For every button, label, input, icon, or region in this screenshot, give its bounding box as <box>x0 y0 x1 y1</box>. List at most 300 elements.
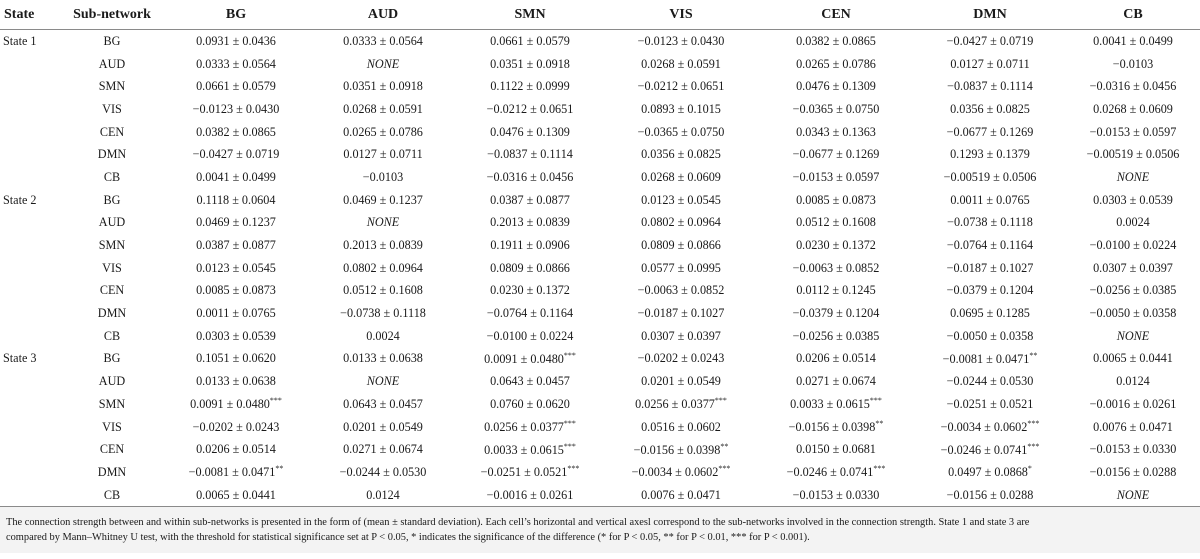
table-row <box>0 325 1200 348</box>
sub-network-label: CEN <box>99 442 125 457</box>
cell-value: −0.0379 ± 0.1204 <box>792 306 880 321</box>
table-cell <box>914 143 1066 166</box>
significance-marker: *** <box>563 441 576 451</box>
state-label <box>0 438 62 461</box>
table-cell <box>162 302 310 325</box>
cell-value: 0.0382 ± 0.0865 <box>796 33 876 48</box>
table-cell <box>162 53 310 76</box>
cell-value: 0.0760 ± 0.0620 <box>490 396 570 411</box>
table-cell <box>456 143 604 166</box>
state-label: State 3 <box>3 351 37 366</box>
table-cell <box>914 280 1066 303</box>
cell-value: 0.0351 ± 0.0918 <box>490 56 570 71</box>
table-cell <box>604 166 758 189</box>
table-cell <box>1066 166 1200 189</box>
table-cell <box>310 325 456 348</box>
cell-value: −0.00519 ± 0.0506 <box>1086 147 1180 162</box>
table-cell <box>1066 438 1200 461</box>
table-cell <box>456 53 604 76</box>
significance-marker: *** <box>563 350 576 360</box>
table-cell <box>1066 121 1200 144</box>
cell-value: −0.0016 ± 0.0261 <box>486 487 574 502</box>
table-cell <box>604 393 758 416</box>
significance-marker: *** <box>873 464 886 474</box>
table-cell <box>162 30 310 53</box>
cell-value: −0.0256 ± 0.0385 <box>792 328 880 343</box>
table-cell <box>310 438 456 461</box>
table-cell <box>1066 484 1200 507</box>
cell-value: 0.0802 ± 0.0964 <box>343 260 423 275</box>
cell-value: 0.0577 ± 0.0995 <box>641 260 721 275</box>
cell-value: 0.0268 ± 0.0591 <box>641 56 721 71</box>
cell-value: 0.0643 ± 0.0457 <box>343 396 423 411</box>
cell-value: −0.0063 ± 0.0852 <box>637 283 725 298</box>
table-cell <box>162 143 310 166</box>
cell-value: 0.0643 ± 0.0457 <box>490 374 570 389</box>
cell-value: 0.0065 ± 0.0441 <box>1093 351 1173 366</box>
cell-value: 0.0512 ± 0.1608 <box>796 215 876 230</box>
table-cell <box>456 325 604 348</box>
table-cell <box>758 75 914 98</box>
table-cell <box>162 75 310 98</box>
table-cell <box>310 370 456 393</box>
cell-value: −0.0246 ± 0.0741 <box>940 442 1028 457</box>
table-cell <box>162 98 310 121</box>
table-cell <box>162 212 310 235</box>
cell-value: −0.0738 ± 0.1118 <box>340 306 426 321</box>
cell-value: 0.0024 <box>366 328 400 343</box>
cell-value: −0.0244 ± 0.0530 <box>946 374 1034 389</box>
table-cell <box>758 393 914 416</box>
significance-marker: ** <box>720 441 729 451</box>
table-cell <box>456 212 604 235</box>
table-cell <box>456 348 604 371</box>
sub-network-label: AUD <box>98 374 126 389</box>
table-cell <box>914 393 1066 416</box>
cell-value: 0.0201 ± 0.0549 <box>641 374 721 389</box>
table-body <box>0 30 1200 507</box>
table-cell <box>456 189 604 212</box>
cell-value: 0.0024 <box>1116 215 1150 230</box>
sub-network-label: BG <box>103 33 121 48</box>
table-cell <box>758 53 914 76</box>
cell-value: −0.0379 ± 0.1204 <box>946 283 1034 298</box>
cell-value: −0.0251 ± 0.0521 <box>946 396 1034 411</box>
table-cell <box>604 325 758 348</box>
cell-value: −0.0365 ± 0.0750 <box>792 101 880 116</box>
cell-value: −0.0365 ± 0.0750 <box>637 124 725 139</box>
cell-value: 0.0343 ± 0.1363 <box>796 124 876 139</box>
sub-network-label: CB <box>103 487 121 502</box>
table-cell <box>914 98 1066 121</box>
table-cell <box>604 257 758 280</box>
table-cell <box>604 461 758 484</box>
footnote-line-2: compared by Mann–Whitney U test, with the threshold for statistical significance set at P < 0.05, * indicates the significance of the difference (* for P < 0.05, ** for P < 0.01, *** for P < 0.001). <box>6 532 810 544</box>
cell-value: −0.00519 ± 0.0506 <box>943 169 1037 184</box>
table-cell <box>914 257 1066 280</box>
table-cell <box>1066 234 1200 257</box>
cell-value: −0.0764 ± 0.1164 <box>486 306 574 321</box>
cell-value: 0.0065 ± 0.0441 <box>196 487 276 502</box>
significance-marker: *** <box>1027 419 1040 429</box>
cell-value: 0.0133 ± 0.0638 <box>343 351 423 366</box>
cell-value: 0.0931 ± 0.0436 <box>196 33 276 48</box>
cell-value: −0.0202 ± 0.0243 <box>192 419 280 434</box>
cell-value: −0.0244 ± 0.0530 <box>339 464 427 479</box>
cell-value: 0.0206 ± 0.0514 <box>196 442 276 457</box>
significance-marker: *** <box>567 464 580 474</box>
table-cell <box>456 438 604 461</box>
table-cell <box>1066 280 1200 303</box>
table-cell <box>162 280 310 303</box>
significance-marker: ** <box>1029 350 1038 360</box>
cell-value: 0.0268 ± 0.0591 <box>343 101 423 116</box>
table-cell <box>604 348 758 371</box>
significance-marker: * <box>1027 464 1032 474</box>
table-cell <box>456 98 604 121</box>
table-cell <box>758 257 914 280</box>
cell-value: 0.0127 ± 0.0711 <box>950 56 1030 71</box>
table-cell <box>1066 98 1200 121</box>
table-cell <box>604 438 758 461</box>
table-cell <box>914 370 1066 393</box>
cell-value: −0.0034 ± 0.0602 <box>940 420 1028 435</box>
table-cell <box>310 280 456 303</box>
table-cell <box>310 75 456 98</box>
cell-value: 0.0085 ± 0.0873 <box>196 283 276 298</box>
cell-value: −0.0100 ± 0.0224 <box>1089 238 1177 253</box>
cell-value: 0.1293 ± 0.1379 <box>950 147 1030 162</box>
sub-network-label: AUD <box>98 215 126 230</box>
table-cell <box>1066 461 1200 484</box>
table-cell <box>914 189 1066 212</box>
table-row <box>0 53 1200 76</box>
table-cell <box>758 212 914 235</box>
cell-value: 0.1911 ± 0.0906 <box>490 238 570 253</box>
table-cell <box>1066 189 1200 212</box>
table-cell <box>310 257 456 280</box>
table-cell <box>604 234 758 257</box>
table-cell <box>162 348 310 371</box>
table-cell <box>1066 212 1200 235</box>
table-cell <box>162 257 310 280</box>
table-cell <box>758 98 914 121</box>
cell-value: −0.0156 ± 0.0288 <box>946 487 1034 502</box>
sub-network-label: SMN <box>98 238 126 253</box>
table-cell <box>604 302 758 325</box>
cell-value: −0.0187 ± 0.1027 <box>946 260 1034 275</box>
cell-value: −0.0153 ± 0.0330 <box>1089 442 1177 457</box>
table-cell <box>162 461 310 484</box>
cell-value: −0.0316 ± 0.0456 <box>486 169 574 184</box>
cell-value: 0.0382 ± 0.0865 <box>196 124 276 139</box>
table-cell <box>914 53 1066 76</box>
table-cell <box>162 189 310 212</box>
table-cell <box>162 484 310 507</box>
table-cell <box>1066 257 1200 280</box>
table-row <box>0 348 1200 371</box>
cell-value: 0.0351 ± 0.0918 <box>343 79 423 94</box>
table-cell <box>914 438 1066 461</box>
table-cell <box>310 98 456 121</box>
table-row <box>0 484 1200 507</box>
table-cell <box>162 166 310 189</box>
cell-value: 0.0356 ± 0.0825 <box>641 147 721 162</box>
sub-network-label: SMN <box>98 79 126 94</box>
table-cell <box>456 234 604 257</box>
table-cell <box>310 121 456 144</box>
cell-value: −0.0123 ± 0.0430 <box>192 101 280 116</box>
sub-network-label: DMN <box>97 306 127 321</box>
table-cell <box>310 416 456 439</box>
column-header-sub-network: Sub-network <box>73 6 151 22</box>
cell-value: 0.0265 ± 0.0786 <box>796 56 876 71</box>
table-cell <box>758 234 914 257</box>
sub-network-label: BG <box>103 192 121 207</box>
state-label <box>0 370 62 393</box>
column-header-state: State <box>4 6 35 22</box>
state-label <box>0 75 62 98</box>
column-header-cb: CB <box>1123 6 1143 22</box>
state-label <box>0 393 62 416</box>
table-cell <box>162 393 310 416</box>
table-cell <box>604 98 758 121</box>
cell-value: −0.0256 ± 0.0385 <box>1089 283 1177 298</box>
table-row <box>0 234 1200 257</box>
column-header-vis: VIS <box>669 6 693 22</box>
table-row <box>0 143 1200 166</box>
table-header-row <box>0 0 1200 30</box>
table-row <box>0 257 1200 280</box>
cell-value: −0.0837 ± 0.1114 <box>947 79 1033 94</box>
cell-value: 0.0809 ± 0.0866 <box>490 260 570 275</box>
table-cell <box>914 75 1066 98</box>
cell-value: NONE <box>1116 169 1150 184</box>
significance-marker: *** <box>563 419 576 429</box>
cell-value: 0.0011 ± 0.0765 <box>196 306 276 321</box>
table-row <box>0 212 1200 235</box>
cell-value: −0.0156 ± 0.0398 <box>788 420 876 435</box>
table-cell <box>604 189 758 212</box>
cell-value: 0.0307 ± 0.0397 <box>641 328 721 343</box>
significance-marker: *** <box>714 396 727 406</box>
table-cell <box>914 484 1066 507</box>
table-cell <box>914 234 1066 257</box>
table-row <box>0 189 1200 212</box>
table-cell <box>456 166 604 189</box>
cell-value: −0.0677 ± 0.1269 <box>946 124 1034 139</box>
cell-value: 0.0123 ± 0.0545 <box>196 260 276 275</box>
cell-value: −0.0677 ± 0.1269 <box>792 147 880 162</box>
table-cell <box>758 166 914 189</box>
table-row <box>0 280 1200 303</box>
table-row <box>0 166 1200 189</box>
cell-value: 0.0091 ± 0.0480 <box>190 397 270 412</box>
table-cell <box>456 393 604 416</box>
sub-network-label: CEN <box>99 124 125 139</box>
table-cell <box>758 484 914 507</box>
cell-value: NONE <box>366 215 400 230</box>
table-cell <box>604 121 758 144</box>
cell-value: −0.0034 ± 0.0602 <box>631 465 719 480</box>
table-cell <box>456 302 604 325</box>
table-footnote <box>0 506 1200 553</box>
cell-value: 0.1118 ± 0.0604 <box>196 192 276 207</box>
table-cell <box>456 75 604 98</box>
cell-value: −0.0063 ± 0.0852 <box>792 260 880 275</box>
table-row <box>0 30 1200 53</box>
cell-value: 0.0333 ± 0.0564 <box>196 56 276 71</box>
table-cell <box>914 461 1066 484</box>
cell-value: −0.0123 ± 0.0430 <box>637 33 725 48</box>
cell-value: 0.0303 ± 0.0539 <box>1093 192 1173 207</box>
table-cell <box>914 348 1066 371</box>
table-cell <box>1066 75 1200 98</box>
table-cell <box>604 30 758 53</box>
table-cell <box>162 370 310 393</box>
state-label <box>0 257 62 280</box>
cell-value: NONE <box>1116 487 1150 502</box>
column-header-aud: AUD <box>367 6 399 22</box>
table-cell <box>1066 393 1200 416</box>
table-cell <box>310 234 456 257</box>
significance-marker: *** <box>718 464 731 474</box>
table-cell <box>758 121 914 144</box>
cell-value: 0.0041 ± 0.0499 <box>196 169 276 184</box>
cell-value: 0.2013 ± 0.0839 <box>490 215 570 230</box>
table-row <box>0 393 1200 416</box>
table-cell <box>604 53 758 76</box>
cell-value: −0.0837 ± 0.1114 <box>487 147 573 162</box>
table-cell <box>310 212 456 235</box>
cell-value: 0.0112 ± 0.1245 <box>796 283 876 298</box>
state-label <box>0 121 62 144</box>
state-label <box>0 53 62 76</box>
table-row <box>0 121 1200 144</box>
cell-value: −0.0764 ± 0.1164 <box>946 238 1034 253</box>
cell-value: 0.0271 ± 0.0674 <box>796 374 876 389</box>
cell-value: 0.0123 ± 0.0545 <box>641 192 721 207</box>
cell-value: −0.0251 ± 0.0521 <box>480 465 568 480</box>
cell-value: 0.0150 ± 0.0681 <box>796 442 876 457</box>
table-cell <box>310 484 456 507</box>
sub-network-label: DMN <box>97 464 127 479</box>
cell-value: 0.0516 ± 0.0602 <box>641 419 721 434</box>
table-cell <box>1066 325 1200 348</box>
table-cell <box>1066 370 1200 393</box>
table-cell <box>456 257 604 280</box>
cell-value: 0.0661 ± 0.0579 <box>490 33 570 48</box>
state-label: State 2 <box>3 192 37 207</box>
table-cell <box>758 280 914 303</box>
table-cell <box>456 30 604 53</box>
table-cell <box>456 121 604 144</box>
significance-marker: ** <box>275 464 284 474</box>
table-cell <box>758 438 914 461</box>
table-cell <box>162 325 310 348</box>
sub-network-label: VIS <box>102 419 122 434</box>
sub-network-label: CB <box>103 169 121 184</box>
table-cell <box>914 166 1066 189</box>
table-cell <box>758 302 914 325</box>
significance-marker: ** <box>875 419 884 429</box>
state-label <box>0 98 62 121</box>
cell-value: 0.0387 ± 0.0877 <box>490 192 570 207</box>
cell-value: NONE <box>1116 328 1150 343</box>
table-cell <box>456 416 604 439</box>
table-cell <box>604 370 758 393</box>
cell-value: 0.0091 ± 0.0480 <box>484 351 564 366</box>
table-row <box>0 461 1200 484</box>
table-cell <box>604 484 758 507</box>
table-row <box>0 416 1200 439</box>
cell-value: 0.0256 ± 0.0377 <box>484 420 564 435</box>
table-cell <box>604 212 758 235</box>
cell-value: 0.0127 ± 0.0711 <box>343 147 423 162</box>
column-header-smn: SMN <box>514 6 546 22</box>
cell-value: −0.0212 ± 0.0651 <box>486 101 574 116</box>
cell-value: 0.1122 ± 0.0999 <box>490 79 570 94</box>
table-cell <box>758 348 914 371</box>
cell-value: 0.0307 ± 0.0397 <box>1093 260 1173 275</box>
table-cell <box>1066 302 1200 325</box>
sub-network-label: SMN <box>98 396 126 411</box>
state-label <box>0 461 62 484</box>
cell-value: 0.0268 ± 0.0609 <box>641 169 721 184</box>
cell-value: 0.0033 ± 0.0615 <box>484 442 564 457</box>
table-cell <box>456 280 604 303</box>
table-cell <box>310 348 456 371</box>
cell-value: 0.0303 ± 0.0539 <box>196 328 276 343</box>
cell-value: 0.0476 ± 0.1309 <box>796 79 876 94</box>
cell-value: −0.0103 <box>362 169 404 184</box>
table-row <box>0 370 1200 393</box>
cell-value: 0.0076 ± 0.0471 <box>1093 419 1173 434</box>
table-cell <box>310 189 456 212</box>
table-cell <box>1066 30 1200 53</box>
table-cell <box>1066 348 1200 371</box>
table-cell <box>758 325 914 348</box>
state-label <box>0 416 62 439</box>
cell-value: 0.0076 ± 0.0471 <box>641 487 721 502</box>
cell-value: 0.0661 ± 0.0579 <box>196 79 276 94</box>
cell-value: 0.1051 ± 0.0620 <box>196 351 276 366</box>
sub-network-label: CB <box>103 328 121 343</box>
cell-value: −0.0103 <box>1112 56 1154 71</box>
table-row <box>0 75 1200 98</box>
cell-value: −0.0153 ± 0.0330 <box>792 487 880 502</box>
table-cell <box>758 189 914 212</box>
table-cell <box>914 30 1066 53</box>
sub-network-label: CEN <box>99 283 125 298</box>
column-header-cen: CEN <box>821 6 851 22</box>
column-header-bg: BG <box>225 6 247 22</box>
footnote-line-1: The connection strength between and within sub-networks is presented in the form of (mean ± standard deviation). Each cell’s horizontal and vertical axesl correspond to the sub-networks involved in the connection strength. State 1 and state 3 are <box>6 517 1030 529</box>
cell-value: −0.0153 ± 0.0597 <box>1089 124 1177 139</box>
cell-value: 0.0356 ± 0.0825 <box>950 101 1030 116</box>
cell-value: −0.0427 ± 0.0719 <box>946 33 1034 48</box>
table-cell <box>758 370 914 393</box>
table-cell <box>162 416 310 439</box>
table-row <box>0 438 1200 461</box>
cell-value: 0.0033 ± 0.0615 <box>790 397 870 412</box>
state-label <box>0 325 62 348</box>
cell-value: −0.0246 ± 0.0741 <box>786 465 874 480</box>
table-cell <box>604 416 758 439</box>
table-cell <box>914 325 1066 348</box>
state-label <box>0 302 62 325</box>
cell-value: 0.0268 ± 0.0609 <box>1093 101 1173 116</box>
